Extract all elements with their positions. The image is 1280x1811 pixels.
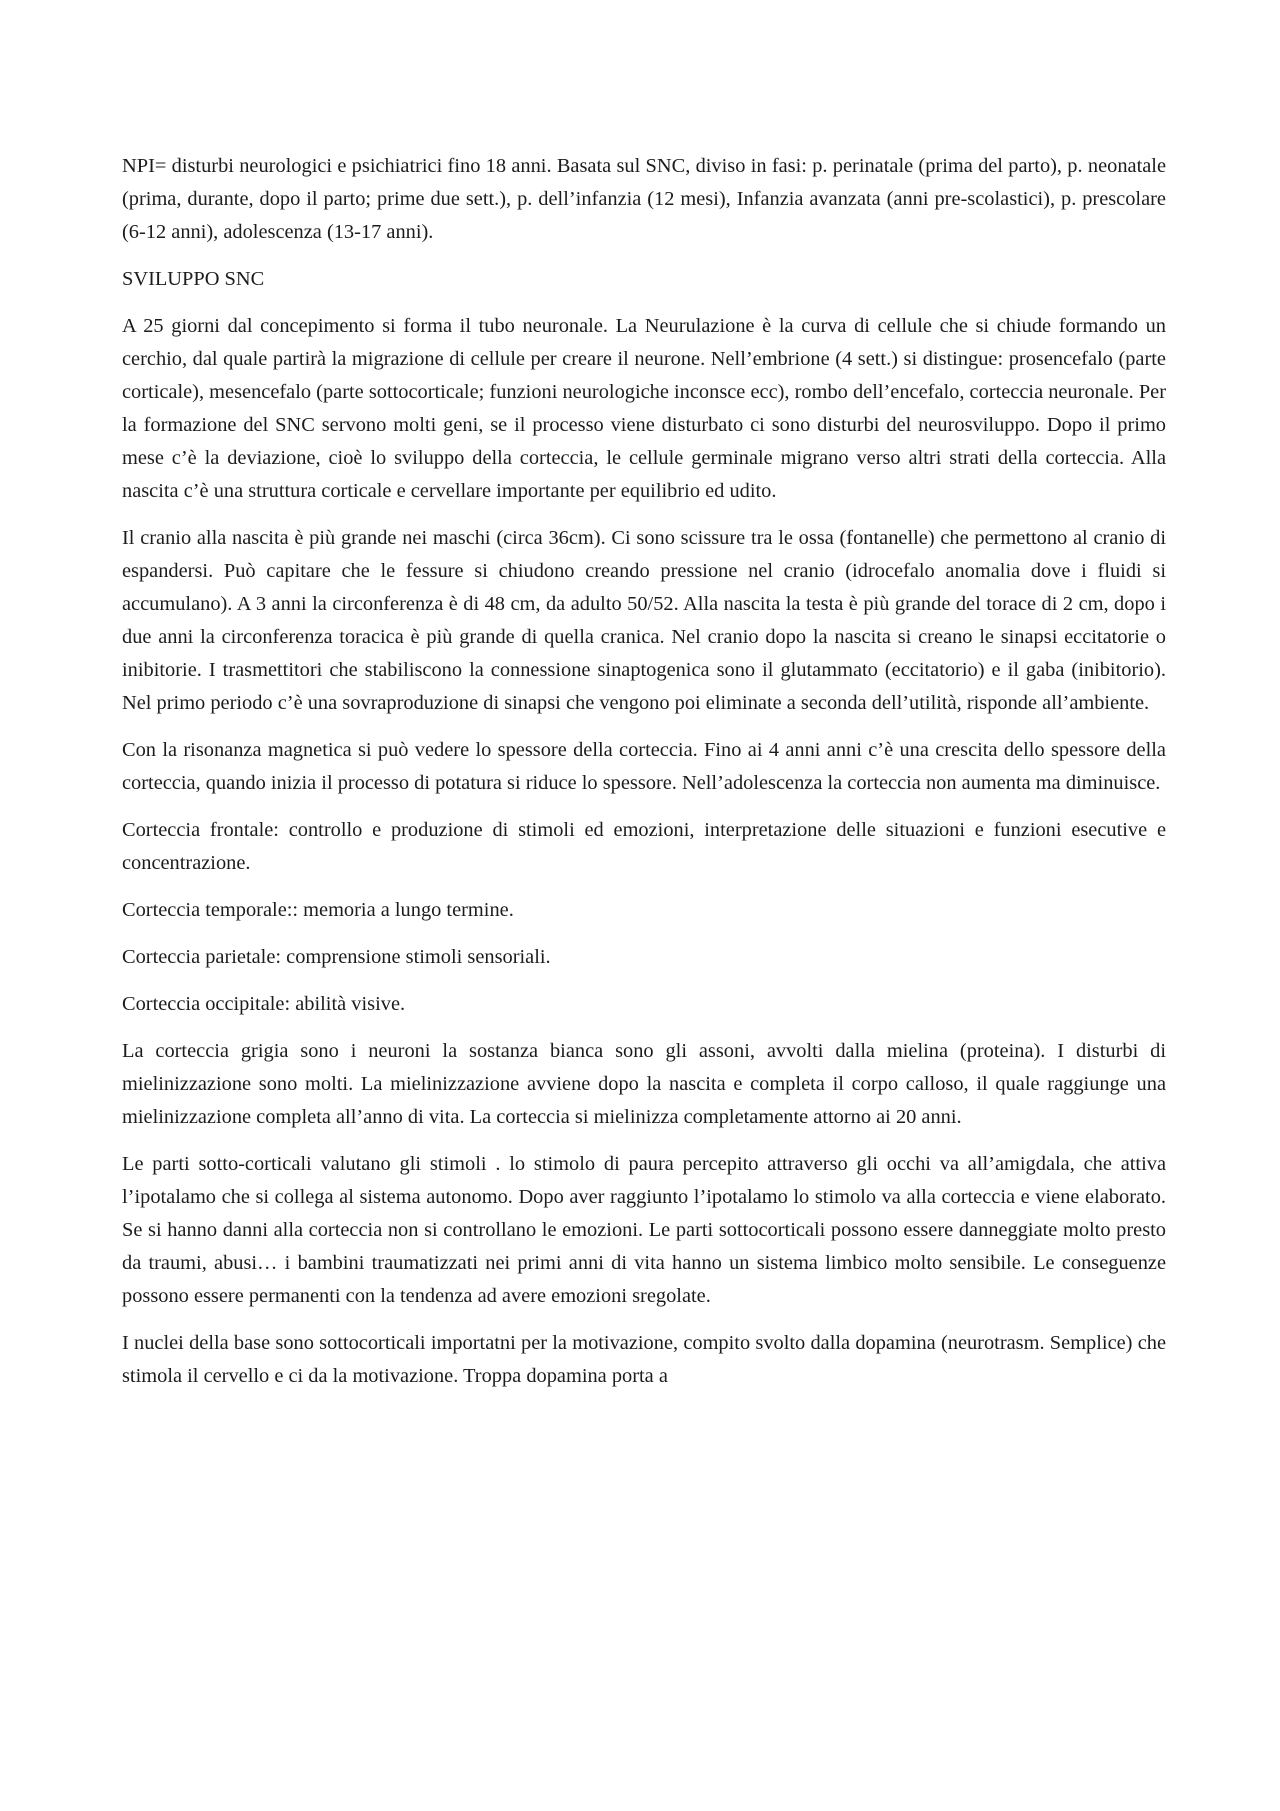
paragraph-neurulation: A 25 giorni dal concepimento si forma il tubo neuronale. La Neurulazione è la curva di cellule che si chiude formando un cerchio, dal quale partirà la migrazione di cellule per creare il neurone. Nell’embrione (4 sett.) si distingue: prosencefalo (parte corticale), mesencefalo (parte sottocorticale; funzioni neurologiche inconsce ecc), rombo dell’encefalo, corteccia neuronale. Per la formazione del SNC servono molti geni, se il processo viene disturbato ci sono disturbi del neurosviluppo. Dopo il primo mese c’è la deviazione, cioè lo sviluppo della corteccia, le cellule germinale migrano verso altri strati della corteccia. Alla nascita c’è una struttura corticale e cervellare importante per equilibrio ed udito. [122,315,1166,502]
paragraph-subcortical: Le parti sotto-corticali valutano gli stimoli . lo stimolo di paura percepito attraverso gli occhi va all’amigdala, che attiva l’ipotalamo che si collega al sistema autonomo. Dopo aver raggiunto l’ipotalamo lo stimolo va alla corteccia e viene elaborato. Se si hanno danni alla corteccia non si controllano le emozioni. Le parti sottocorticali possono essere danneggiate molto presto da traumi, abusi… i bambini traumatizzati nei primi anni di vita hanno un sistema limbico molto sensibile. Le conseguenze possono essere permanenti con la tendenza ad avere emozioni sregolate. [122,1153,1166,1307]
paragraph-frontal-cortex: Corteccia frontale: controllo e produzione di stimoli ed emozioni, interpretazione delle situazioni e funzioni esecutive e concentrazione. [122,819,1166,874]
paragraph-temporal-cortex: Corteccia temporale:: memoria a lungo termine. [122,899,514,921]
paragraph-cranium: Il cranio alla nascita è più grande nei maschi (circa 36cm). Ci sono scissure tra le ossa (fontanelle) che permettono al cranio di espandersi. Può capitare che le fessure si chiudono creando pressione nel cranio (idrocefalo anomalia dove i fluidi si accumulano). A 3 anni la circonferenza è di 48 cm, da adulto 50/52. Alla nascita la testa è più grande del torace di 2 cm, dopo i due anni la circonferenza toracica è più grande di quella cranica. Nel cranio dopo la nascita si creano le sinapsi eccitatorie o inibitorie. I trasmettitori che stabiliscono la connessione sinaptogenica sono il glutammato (eccitatorio) e il gaba (inibitorio). Nel primo periodo c’è una sovraproduzione di sinapsi che vengono poi eliminate a seconda dell’utilità, risponde all’ambiente. [122,527,1166,714]
paragraph-basal-nuclei: I nuclei della base sono sottocorticali importatni per la motivazione, compito svolto dalla dopamina (neurotrasm. Semplice) che stimola il cervello e ci da la motivazione. Troppa dopamina porta a [122,1332,1166,1387]
paragraph-cortex-thickness: Con la risonanza magnetica si può vedere lo spessore della corteccia. Fino ai 4 anni anni c’è una crescita dello spessore della corteccia, quando inizia il processo di potatura si riduce lo spessore. Nell’adolescenza la corteccia non aumenta ma diminuisce. [122,739,1166,794]
section-heading: SVILUPPO SNC [122,268,265,290]
paragraph-parietal-cortex: Corteccia parietale: comprensione stimoli sensoriali. [122,946,551,968]
intro-paragraph: NPI= disturbi neurologici e psichiatrici fino 18 anni. Basata sul SNC, diviso in fasi: p. perinatale (prima del parto), p. neonatale (prima, durante, dopo il parto; prime due sett.), p. dell’infanzia (12 mesi), Infanzia avanzata (anni pre-scolastici), p. prescolare (6-12 anni), adolescenza (13-17 anni). [122,155,1166,243]
paragraph-myelination: La corteccia grigia sono i neuroni la sostanza bianca sono gli assoni, avvolti dalla mielina (proteina). I disturbi di mielinizzazione sono molti. La mielinizzazione avviene dopo la nascita e completa il corpo calloso, il quale raggiunge una mielinizzazione completa all’anno di vita. La corteccia si mielinizza completamente attorno ai 20 anni. [122,1040,1166,1128]
paragraph-occipital-cortex: Corteccia occipitale: abilità visive. [122,993,406,1015]
